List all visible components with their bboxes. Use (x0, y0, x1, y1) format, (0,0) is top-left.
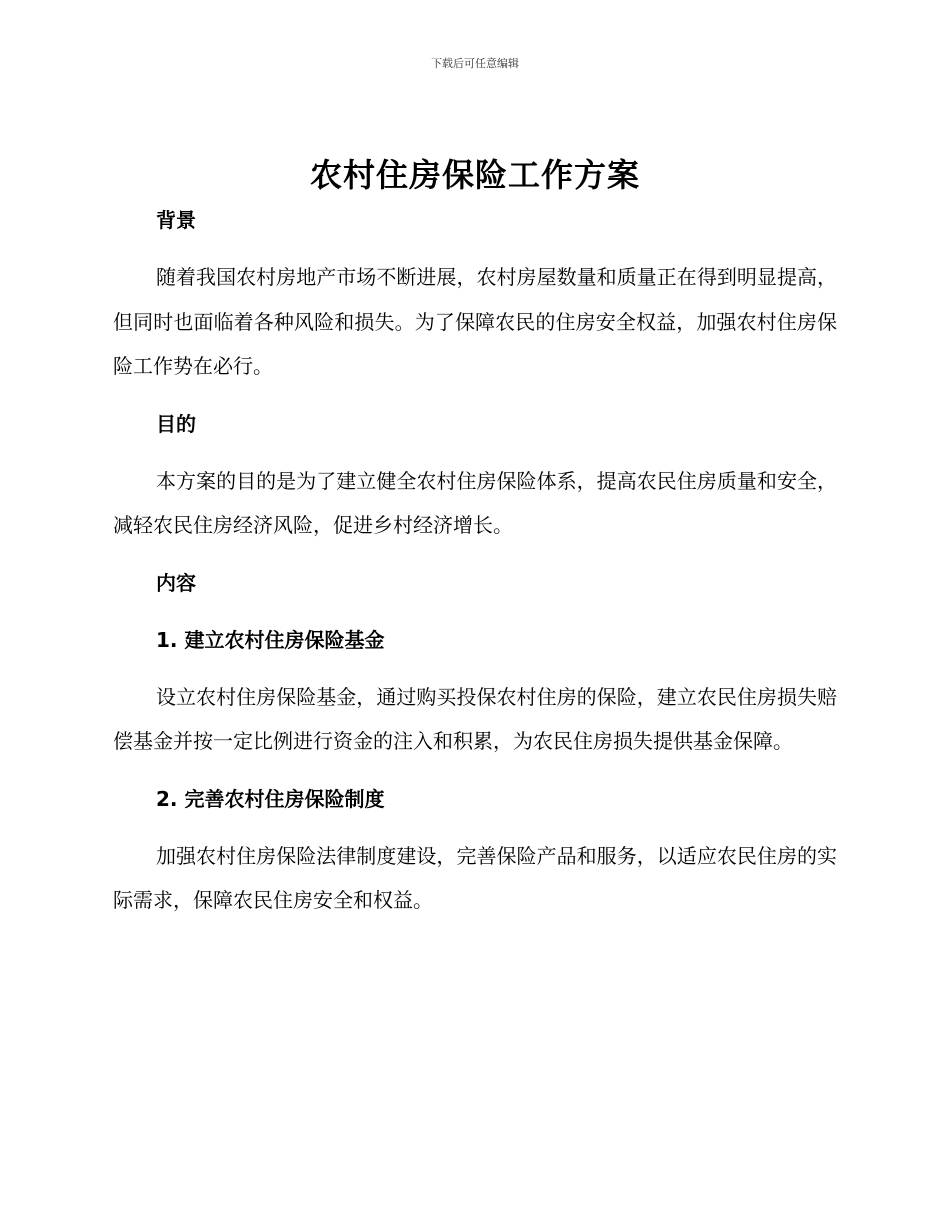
section-heading-content: 内容 (156, 570, 196, 595)
section-heading-goal: 目的 (156, 411, 196, 436)
document-body (113, 205, 837, 923)
header-note: 下载后可任意编辑 (431, 57, 519, 70)
subsection-heading-system: 2. 完善农村住房保险制度 (156, 786, 385, 811)
section-heading-background: 背景 (156, 208, 196, 232)
section-paragraph-goal: 本方案的目的是为了建立健全农村住房保险体系，提高农民住房质量和安全，减轻农民住房经济风险，促进乡村经济增长。 (113, 468, 837, 537)
document-title: 农村住房保险工作方案 (309, 156, 640, 194)
subsection-heading-fund: 1. 建立农村住房保险基金 (156, 627, 385, 652)
subsection-paragraph-fund: 设立农村住房保险基金，通过购买投保农村住房的保险，建立农民住房损失赔偿基金并按一定比例进行资金的注入和积累，为农民住房损失提供基金保障。 (113, 684, 837, 753)
section-paragraph-background: 随着我国农村房地产市场不断进展，农村房屋数量和质量正在得到明显提高，但同时也面临着各种风险和损失。为了保障农民的住房安全权益，加强农村住房保险工作势在必行。 (113, 265, 837, 378)
subsection-paragraph-system: 加强农村住房保险法律制度建设，完善保险产品和服务，以适应农民住房的实际需求，保障农民住房安全和权益。 (113, 843, 837, 912)
